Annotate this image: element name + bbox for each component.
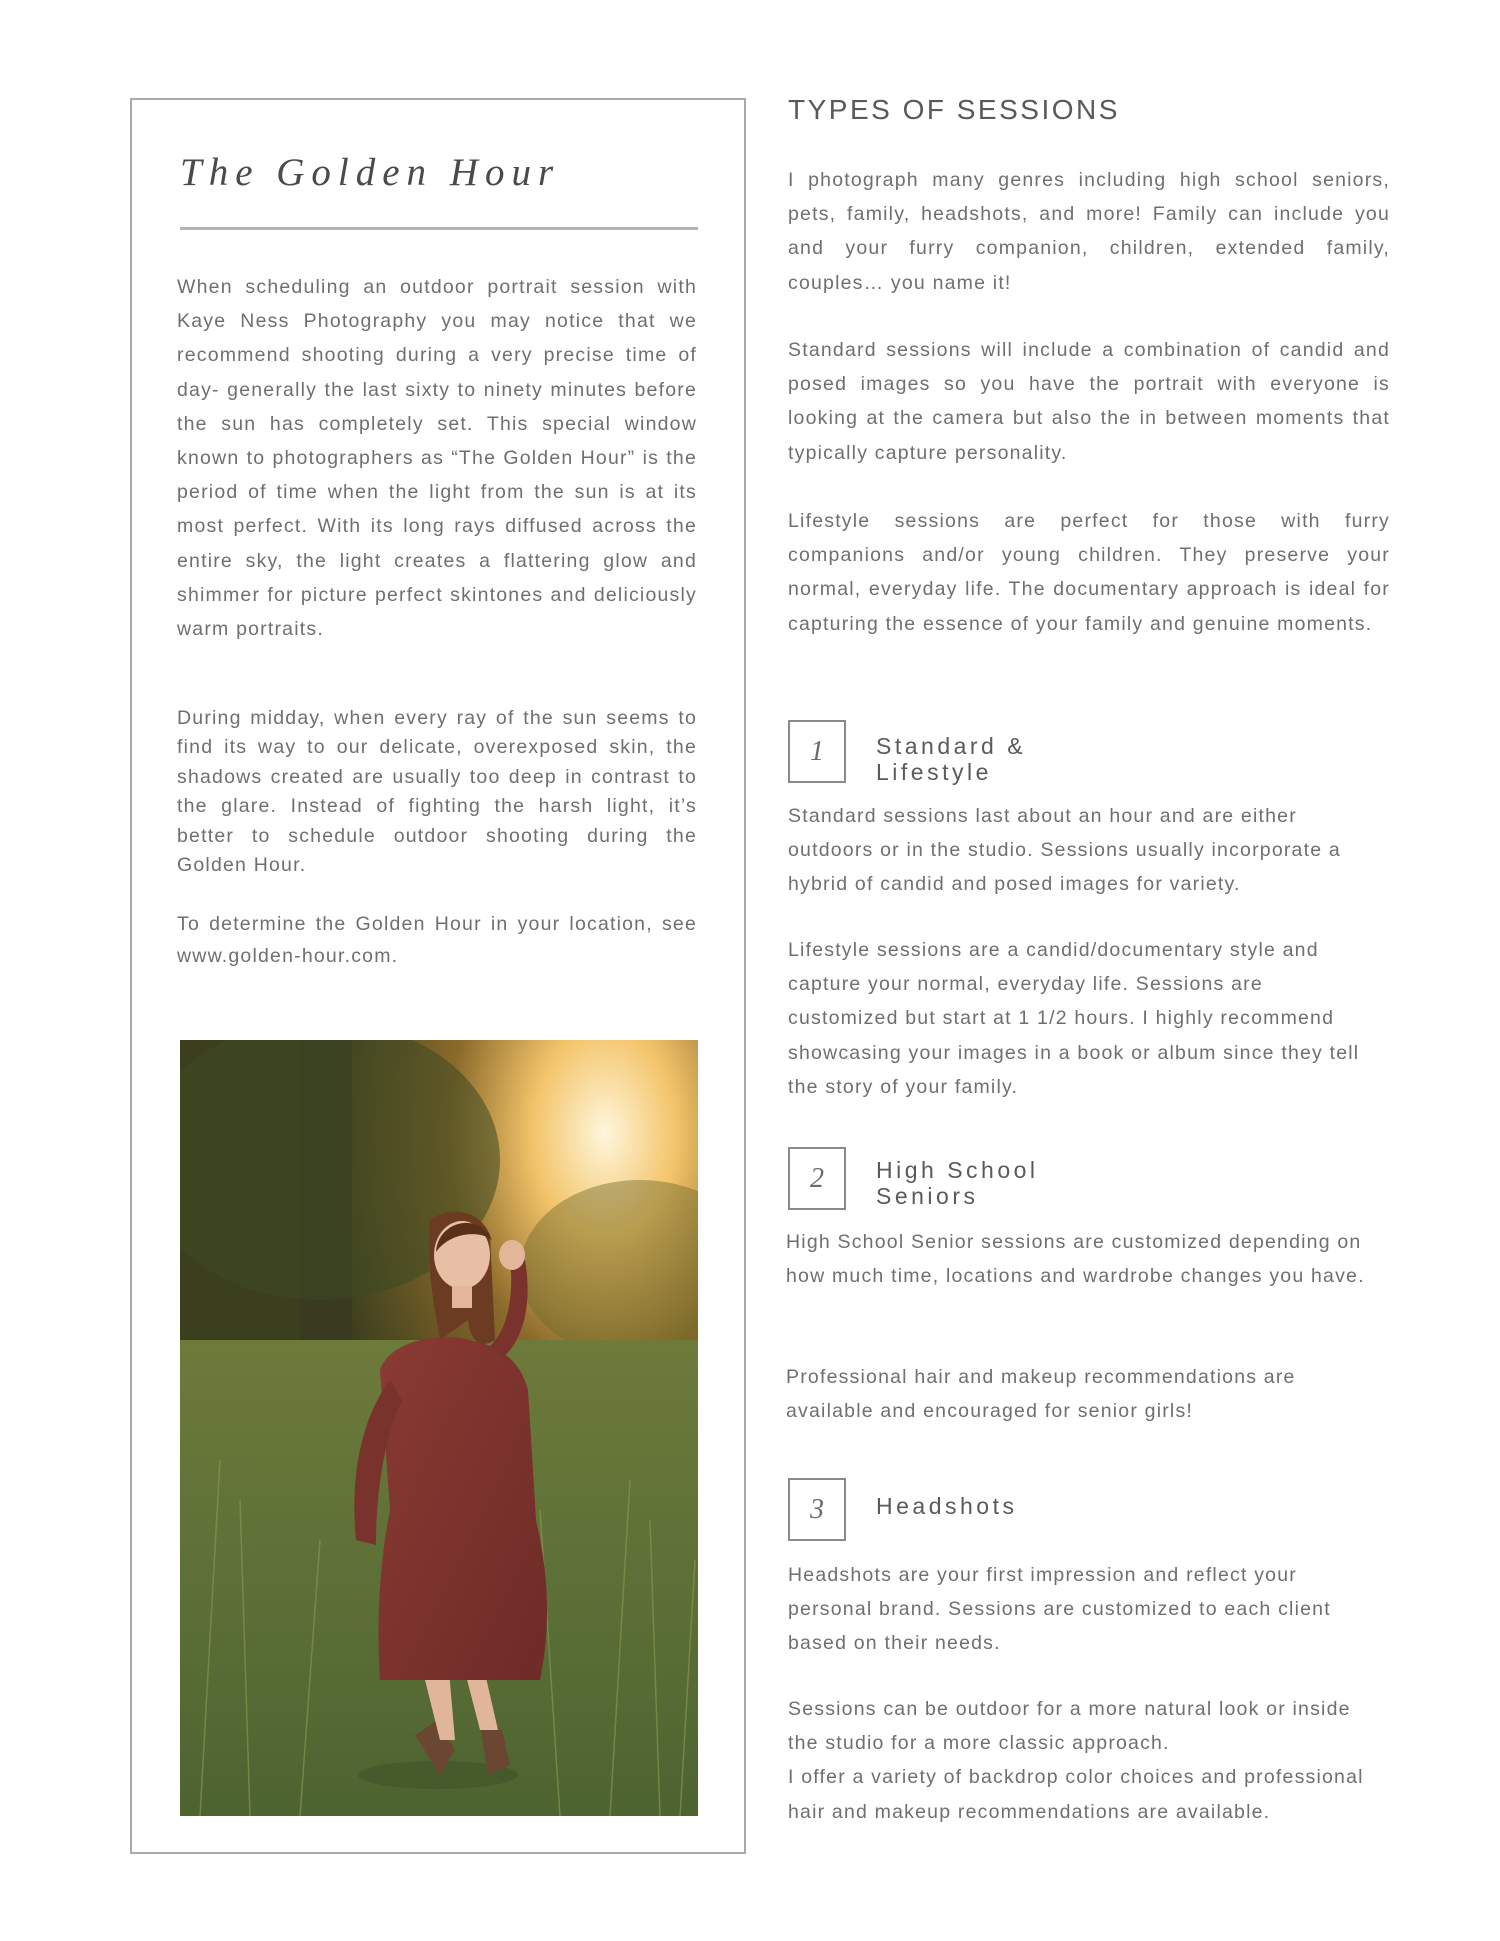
lifestyle-sessions-paragraph: Lifestyle sessions are perfect for those with furry companions and/or young children. They preserve your normal, everyday life. The documentary approach is ideal for capturing the essence of your family and genuine moments. (788, 510, 1390, 635)
types-of-sessions-title: TYPES OF SESSIONS (788, 94, 1120, 125)
title-divider (180, 227, 698, 230)
standard-sessions-paragraph: Standard sessions will include a combination of candid and posed images so you have the portrait with everyone is looking at the camera but also the in between moments that typically capture personality. (788, 339, 1390, 464)
genres-paragraph: I photograph many genres including high school seniors, pets, family, headshots, and more! Family can include you and your furry companion, children, extended family, couples… you name it! (788, 169, 1390, 294)
section-3-paragraph-2: Sessions can be outdoor for a more natural look or inside the studio for a more classic approach. I offer a variety of backdrop color choices and professional hair and makeup recommendations are available. (788, 1698, 1364, 1823)
golden-hour-panel (130, 98, 746, 1854)
portrait-photo (180, 1040, 698, 1816)
section-1-number-box: 1 (788, 720, 846, 783)
section-2-number-box: 2 (788, 1147, 846, 1210)
section-2-paragraph-2: Professional hair and makeup recommendations are available and encouraged for senior girls! (786, 1366, 1296, 1423)
section-1-paragraph-2: Lifestyle sessions are a candid/documentary style and capture your normal, everyday life. Sessions are customized but start at 1 1/2 hours. I highly recommend showcasing your images in a book or album since they tell the story of your family. (788, 939, 1360, 1098)
section-2-title: High School Seniors (876, 1157, 1039, 1209)
section-3-title: Headshots (876, 1493, 1018, 1519)
midday-paragraph: During midday, when every ray of the sun seems to find its way to our delicate, overexposed skin, the shadows created are usually too deep in contrast to the glare. Instead of fighting the harsh light, it’s better to schedule outdoor shooting during the Golden Hour. (177, 707, 697, 877)
section-1-title: Standard & Lifestyle (876, 733, 1027, 785)
section-1-paragraph-1: Standard sessions last about an hour and are either outdoors or in the studio. Sessions usually incorporate a hybrid of candid and posed images for variety. (788, 805, 1341, 896)
section-2-paragraph-1: High School Senior sessions are customized depending on how much time, locations and wardrobe changes you have. (786, 1231, 1365, 1288)
section-3-number-box: 3 (788, 1478, 846, 1541)
golden-hour-link-paragraph: To determine the Golden Hour in your location, see www.golden-hour.com. (177, 913, 697, 967)
golden-hour-title: The Golden Hour (180, 151, 561, 194)
golden-hour-intro-paragraph: When scheduling an outdoor portrait session with Kaye Ness Photography you may notice that we recommend shooting during a very precise time of day- generally the last sixty to ninety minutes before the sun has completely set. This special window known to photographers as “The Golden Hour” is the period of time when the light from the sun is at its most perfect. With its long rays diffused across the entire sky, the light creates a flattering glow and shimmer for picture perfect skintones and deliciously warm portraits. (177, 276, 697, 641)
section-3-paragraph-1: Headshots are your first impression and reflect your personal brand. Sessions are customized to each client based on their needs. (788, 1564, 1331, 1655)
